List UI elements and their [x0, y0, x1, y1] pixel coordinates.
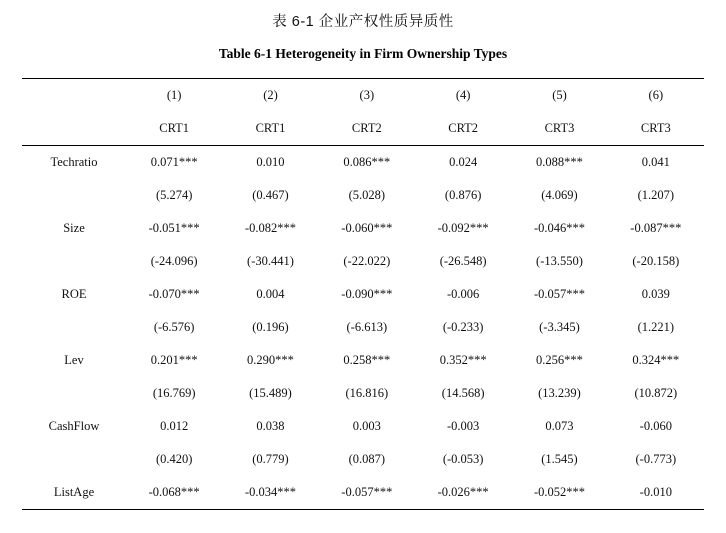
column-variable-1: CRT1 — [159, 121, 190, 135]
table-header-variables — [22, 112, 704, 146]
tstat-lev-5: (13.239) — [538, 386, 581, 400]
table-row — [22, 245, 704, 278]
results-table — [22, 78, 704, 510]
column-number-6: (6) — [608, 79, 704, 113]
tstat-lev-3: (16.816) — [345, 386, 389, 400]
coef-lev-3: 0.258*** — [343, 353, 391, 367]
coef-cashflow-1: 0.012 — [160, 419, 189, 433]
tstat-roe-4: (-0.233) — [442, 320, 484, 334]
table-row — [22, 377, 704, 410]
coef-listage-1: -0.068*** — [126, 476, 222, 510]
tstat-roe-2: (0.196) — [252, 320, 289, 334]
row-label-size: Size — [63, 221, 85, 235]
coef-cashflow-6: -0.060 — [639, 419, 672, 433]
table-title-chinese: 表 6-1 企业产权性质异质性 — [272, 14, 454, 30]
header-corner-cell — [22, 79, 126, 113]
coef-techratio-2: 0.010 — [222, 146, 318, 180]
coef-roe-6: 0.039 — [641, 287, 670, 301]
coef-techratio-6: 0.041 — [608, 146, 704, 180]
coef-cashflow-2: 0.038 — [256, 419, 285, 433]
coef-cashflow-5: 0.073 — [545, 419, 574, 433]
tstat-techratio-4: (0.876) — [444, 188, 482, 202]
column-number-3: (3) — [319, 79, 415, 113]
tstat-lev-6: (10.872) — [634, 386, 678, 400]
tstat-size-6: (-20.158) — [632, 254, 680, 268]
coef-size-5: -0.046*** — [533, 221, 585, 235]
row-label-spacer — [22, 245, 126, 278]
tstat-cashflow-5: (1.545) — [541, 452, 578, 466]
coef-lev-2: 0.290*** — [247, 353, 294, 367]
coef-listage-2: -0.034*** — [222, 476, 318, 510]
coef-roe-5: -0.057*** — [533, 287, 585, 301]
coef-roe-1: -0.070*** — [148, 287, 200, 301]
tstat-roe-5: (-3.345) — [539, 320, 580, 334]
coef-cashflow-3: 0.003 — [352, 419, 381, 433]
tstat-cashflow-1: (0.420) — [155, 452, 193, 466]
tstat-size-2: (-30.441) — [247, 254, 294, 268]
tstat-size-5: (-13.550) — [536, 254, 583, 268]
column-number-1: (1) — [126, 79, 222, 113]
tstat-cashflow-6: (-0.773) — [635, 452, 677, 466]
coef-roe-3: -0.090*** — [341, 287, 393, 301]
tstat-techratio-2: (0.467) — [252, 188, 289, 202]
coef-lev-4: 0.352*** — [439, 353, 487, 367]
coef-techratio-1: 0.071*** — [126, 146, 222, 180]
tstat-techratio-1: (5.274) — [155, 188, 193, 202]
row-label-roe: ROE — [61, 287, 87, 301]
column-variable-4: CRT2 — [448, 121, 479, 135]
tstat-size-1: (-24.096) — [150, 254, 198, 268]
coef-size-2: -0.082*** — [244, 221, 297, 235]
column-number-2: (2) — [222, 79, 318, 113]
coef-lev-6: 0.324*** — [632, 353, 680, 367]
coef-techratio-5: 0.088*** — [511, 146, 607, 180]
coef-techratio-3: 0.086*** — [319, 146, 415, 180]
coef-size-4: -0.092*** — [437, 221, 489, 235]
coef-roe-4: -0.006 — [447, 287, 480, 301]
tstat-cashflow-2: (0.779) — [252, 452, 289, 466]
row-label-techratio: Techratio — [22, 146, 126, 180]
coef-size-1: -0.051*** — [148, 221, 200, 235]
tstat-techratio-6: (1.207) — [637, 188, 675, 202]
coef-techratio-4: 0.024 — [415, 146, 511, 180]
tstat-lev-4: (14.568) — [441, 386, 485, 400]
tstat-cashflow-4: (-0.053) — [442, 452, 484, 466]
column-number-4: (4) — [415, 79, 511, 113]
tstat-cashflow-3: (0.087) — [348, 452, 386, 466]
row-label-spacer — [22, 311, 126, 344]
table-title-english: Table 6-1 Heterogeneity in Firm Ownership Types — [218, 46, 508, 61]
table-row — [22, 311, 704, 344]
coef-listage-6: -0.010 — [608, 476, 704, 510]
row-label-cashflow: CashFlow — [48, 419, 100, 433]
row-label-lev: Lev — [64, 353, 84, 367]
table-row — [22, 443, 704, 476]
coef-lev-5: 0.256*** — [536, 353, 583, 367]
tstat-size-4: (-26.548) — [439, 254, 487, 268]
tstat-techratio-5: (4.069) — [541, 188, 578, 202]
coef-listage-3: -0.057*** — [319, 476, 415, 510]
header-corner-cell-2 — [22, 112, 126, 146]
coef-size-3: -0.060*** — [341, 221, 393, 235]
table-header-numbers — [22, 79, 704, 113]
tstat-roe-1: (-6.576) — [153, 320, 195, 334]
tstat-roe-6: (1.221) — [637, 320, 675, 334]
coef-listage-5: -0.052*** — [511, 476, 607, 510]
tstat-roe-3: (-6.613) — [346, 320, 388, 334]
tstat-size-3: (-22.022) — [343, 254, 391, 268]
column-variable-5: CRT3 — [544, 121, 575, 135]
row-label-spacer — [22, 179, 126, 212]
tstat-lev-2: (15.489) — [249, 386, 292, 400]
tstat-techratio-3: (5.028) — [348, 188, 386, 202]
coef-size-6: -0.087*** — [630, 221, 682, 235]
row-label-spacer — [22, 443, 126, 476]
table-row — [22, 212, 704, 245]
coef-lev-1: 0.201*** — [150, 353, 198, 367]
table-row — [22, 410, 704, 443]
row-label-spacer — [22, 377, 126, 410]
column-variable-6: CRT3 — [640, 121, 671, 135]
table-row — [22, 278, 704, 311]
row-label-listage: ListAge — [22, 476, 126, 510]
coef-roe-2: 0.004 — [256, 287, 285, 301]
column-variable-3: CRT2 — [351, 121, 382, 135]
coef-listage-4: -0.026*** — [415, 476, 511, 510]
coef-cashflow-4: -0.003 — [447, 419, 480, 433]
table-row — [22, 179, 704, 212]
tstat-lev-1: (16.769) — [152, 386, 196, 400]
column-variable-2: CRT1 — [255, 121, 286, 135]
table-row — [22, 476, 704, 510]
table-row — [22, 344, 704, 377]
column-number-5: (5) — [511, 79, 607, 113]
table-row — [22, 146, 704, 180]
